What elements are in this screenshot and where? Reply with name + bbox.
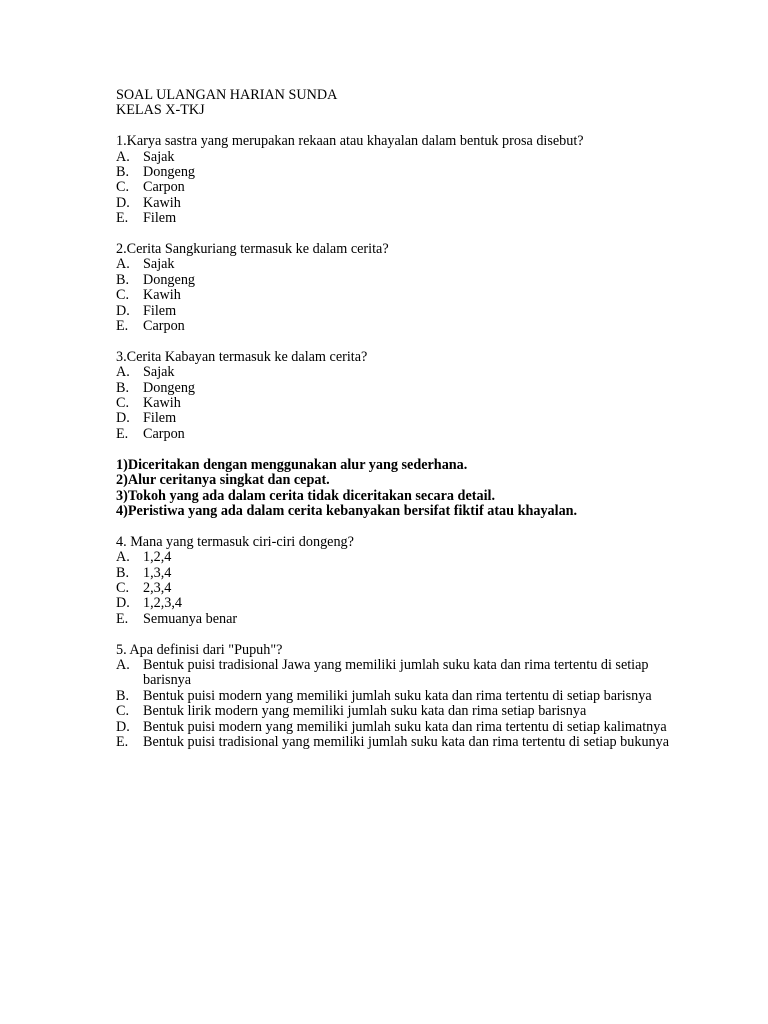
option-letter: A.	[116, 256, 130, 273]
option-text: Bentuk puisi modern yang memiliki jumlah suku kata dan rima tertentu di setiap barisnya	[143, 687, 652, 704]
answer-option	[116, 689, 676, 704]
question-4	[116, 535, 676, 627]
characteristics-list	[116, 458, 676, 520]
option-text: Dongeng	[143, 379, 196, 396]
exam-class: KELAS X-TKJ	[116, 102, 205, 119]
option-letter: D.	[116, 194, 130, 211]
option-text: Semuanya benar	[143, 610, 238, 627]
characteristic-item: 1)Diceritakan dengan menggunakan alur yang sederhana.	[116, 456, 468, 473]
option-letter: C.	[116, 395, 130, 412]
option-letter: B.	[116, 379, 130, 396]
option-text: 1,2,3,4	[143, 595, 183, 612]
answer-option	[116, 735, 676, 750]
spacer	[116, 442, 676, 457]
answer-option	[116, 211, 676, 226]
answer-option	[116, 581, 676, 596]
option-letter: A.	[116, 549, 130, 566]
characteristic-item: 4)Peristiwa yang ada dalam cerita kebanyakan bersifat fiktif atau khayalan.	[116, 502, 578, 519]
question-prompt: 2.Cerita Sangkuriang termasuk ke dalam cerita?	[116, 241, 389, 258]
option-text: Sajak	[143, 256, 175, 273]
option-text: Kawih	[143, 194, 181, 211]
option-text: Kawih	[143, 287, 181, 304]
answer-option	[116, 165, 676, 180]
option-letter: A.	[116, 148, 130, 165]
answer-option	[116, 411, 676, 426]
question-prompt: 5. Apa definisi dari "Pupuh"?	[116, 641, 283, 658]
exam-document	[116, 88, 676, 750]
option-letter: E.	[116, 733, 129, 750]
option-text: Dongeng	[143, 164, 196, 181]
answer-option	[116, 273, 676, 288]
answer-option	[116, 658, 676, 689]
option-letter: B.	[116, 271, 130, 288]
option-text: Bentuk puisi tradisional yang memiliki jumlah suku kata dan rima tertentu di setiap bukunya	[143, 733, 670, 750]
option-letter: A.	[116, 656, 130, 673]
answer-option	[116, 365, 676, 380]
option-text: Sajak	[143, 364, 175, 381]
option-text: 2,3,4	[143, 579, 172, 596]
answer-option	[116, 257, 676, 272]
exam-title: SOAL ULANGAN HARIAN SUNDA	[116, 87, 338, 103]
characteristic-item: 2)Alur ceritanya singkat dan cepat.	[116, 472, 330, 489]
option-letter: A.	[116, 364, 130, 381]
answer-option	[116, 566, 676, 581]
option-letter: B.	[116, 164, 130, 181]
option-text: Filem	[143, 302, 177, 319]
answer-option	[116, 427, 676, 442]
option-letter: E.	[116, 425, 129, 442]
option-letter: D.	[116, 718, 130, 735]
question-1	[116, 134, 676, 226]
question-5	[116, 643, 676, 751]
option-letter: B.	[116, 564, 130, 581]
question-prompt: 4. Mana yang termasuk ciri-ciri dongeng?	[116, 533, 354, 550]
option-text: Sajak	[143, 148, 175, 165]
option-text: Kawih	[143, 395, 181, 412]
option-text: Carpon	[143, 318, 185, 335]
spacer	[116, 227, 676, 242]
option-text: Bentuk puisi tradisional Jawa yang memiliki jumlah suku kata dan rima tertentu di setiap barisnya	[143, 656, 649, 689]
option-letter: C.	[116, 703, 130, 720]
option-text: Carpon	[143, 425, 185, 442]
option-text: Filem	[143, 410, 177, 427]
answer-option	[116, 720, 676, 735]
option-text: Bentuk puisi modern yang memiliki jumlah suku kata dan rima tertentu di setiap kalimatnya	[143, 718, 667, 735]
question-2	[116, 242, 676, 334]
answer-option	[116, 319, 676, 334]
answer-option	[116, 180, 676, 195]
option-text: Filem	[143, 210, 177, 227]
spacer	[116, 334, 676, 349]
answer-option	[116, 381, 676, 396]
answer-option	[116, 596, 676, 611]
spacer	[116, 119, 676, 134]
question-prompt: 3.Cerita Kabayan termasuk ke dalam cerita?	[116, 348, 368, 365]
option-letter: C.	[116, 287, 130, 304]
answer-option	[116, 304, 676, 319]
option-letter: B.	[116, 687, 130, 704]
option-letter: C.	[116, 179, 130, 196]
characteristic-item: 3)Tokoh yang ada dalam cerita tidak diceritakan secara detail.	[116, 487, 495, 504]
option-text: Carpon	[143, 179, 185, 196]
answer-option	[116, 612, 676, 627]
answer-option	[116, 150, 676, 165]
option-letter: E.	[116, 210, 129, 227]
option-letter: D.	[116, 595, 130, 612]
answer-option	[116, 550, 676, 565]
option-letter: D.	[116, 410, 130, 427]
option-text: Dongeng	[143, 271, 196, 288]
option-letter: E.	[116, 318, 129, 335]
question-3	[116, 350, 676, 442]
option-text: 1,2,4	[143, 549, 172, 566]
option-text: Bentuk lirik modern yang memiliki jumlah suku kata dan rima setiap barisnya	[143, 703, 587, 720]
answer-option	[116, 288, 676, 303]
option-letter: C.	[116, 579, 130, 596]
option-text: 1,3,4	[143, 564, 172, 581]
option-letter: E.	[116, 610, 129, 627]
option-letter: D.	[116, 302, 130, 319]
answer-option	[116, 196, 676, 211]
answer-option	[116, 704, 676, 719]
question-prompt: 1.Karya sastra yang merupakan rekaan atau khayalan dalam bentuk prosa disebut?	[116, 133, 584, 150]
answer-option	[116, 396, 676, 411]
spacer	[116, 627, 676, 642]
spacer	[116, 519, 676, 534]
